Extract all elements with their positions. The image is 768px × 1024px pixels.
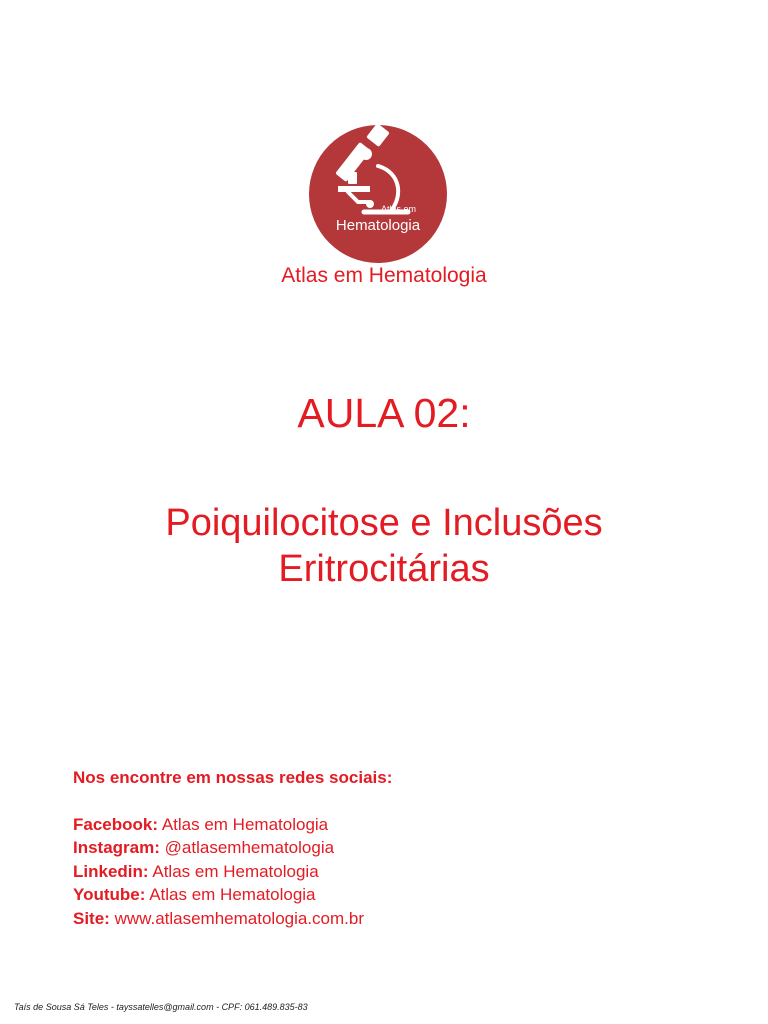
social-value[interactable]: Atlas em Hematologia — [161, 814, 329, 834]
social-label: Site: — [73, 908, 110, 928]
microscope-icon — [308, 124, 448, 264]
social-value[interactable]: Atlas em Hematologia — [152, 861, 319, 881]
social-label: Instagram: — [73, 838, 160, 857]
title-line-2: Eritrocitárias — [278, 548, 490, 590]
social-label: Facebook: — [73, 814, 159, 834]
page-title — [0, 500, 768, 592]
social-item-site — [73, 907, 392, 931]
social-label: Linkedin: — [73, 861, 149, 881]
footer-text: Taís de Sousa Sá Teles - tayssatelles@gmail.com - CPF: 061.489.835-83 — [14, 1002, 308, 1012]
social-label: Youtube: — [73, 885, 146, 904]
social-heading: Nos encontre em nossas redes sociais: — [73, 768, 393, 787]
title-line-1: Poiquilocitose e Inclusões — [165, 502, 603, 544]
logo — [308, 124, 448, 264]
social-item-facebook — [73, 813, 392, 837]
social-value[interactable]: www.atlasemhematologia.com.br — [114, 908, 365, 928]
brand-name: Atlas em Hematologia — [281, 264, 487, 287]
social-item-linkedin — [73, 860, 392, 884]
lesson-number: AULA 02: — [297, 390, 471, 436]
social-item-youtube — [73, 883, 392, 907]
social-value[interactable]: @atlasemhematologia — [164, 838, 335, 857]
social-section — [73, 766, 392, 930]
social-value[interactable]: Atlas em Hematologia — [149, 885, 316, 904]
logo-large-text: Hematologia — [335, 217, 421, 234]
logo-small-text: Atlas em — [380, 204, 416, 214]
social-item-instagram — [73, 836, 392, 860]
